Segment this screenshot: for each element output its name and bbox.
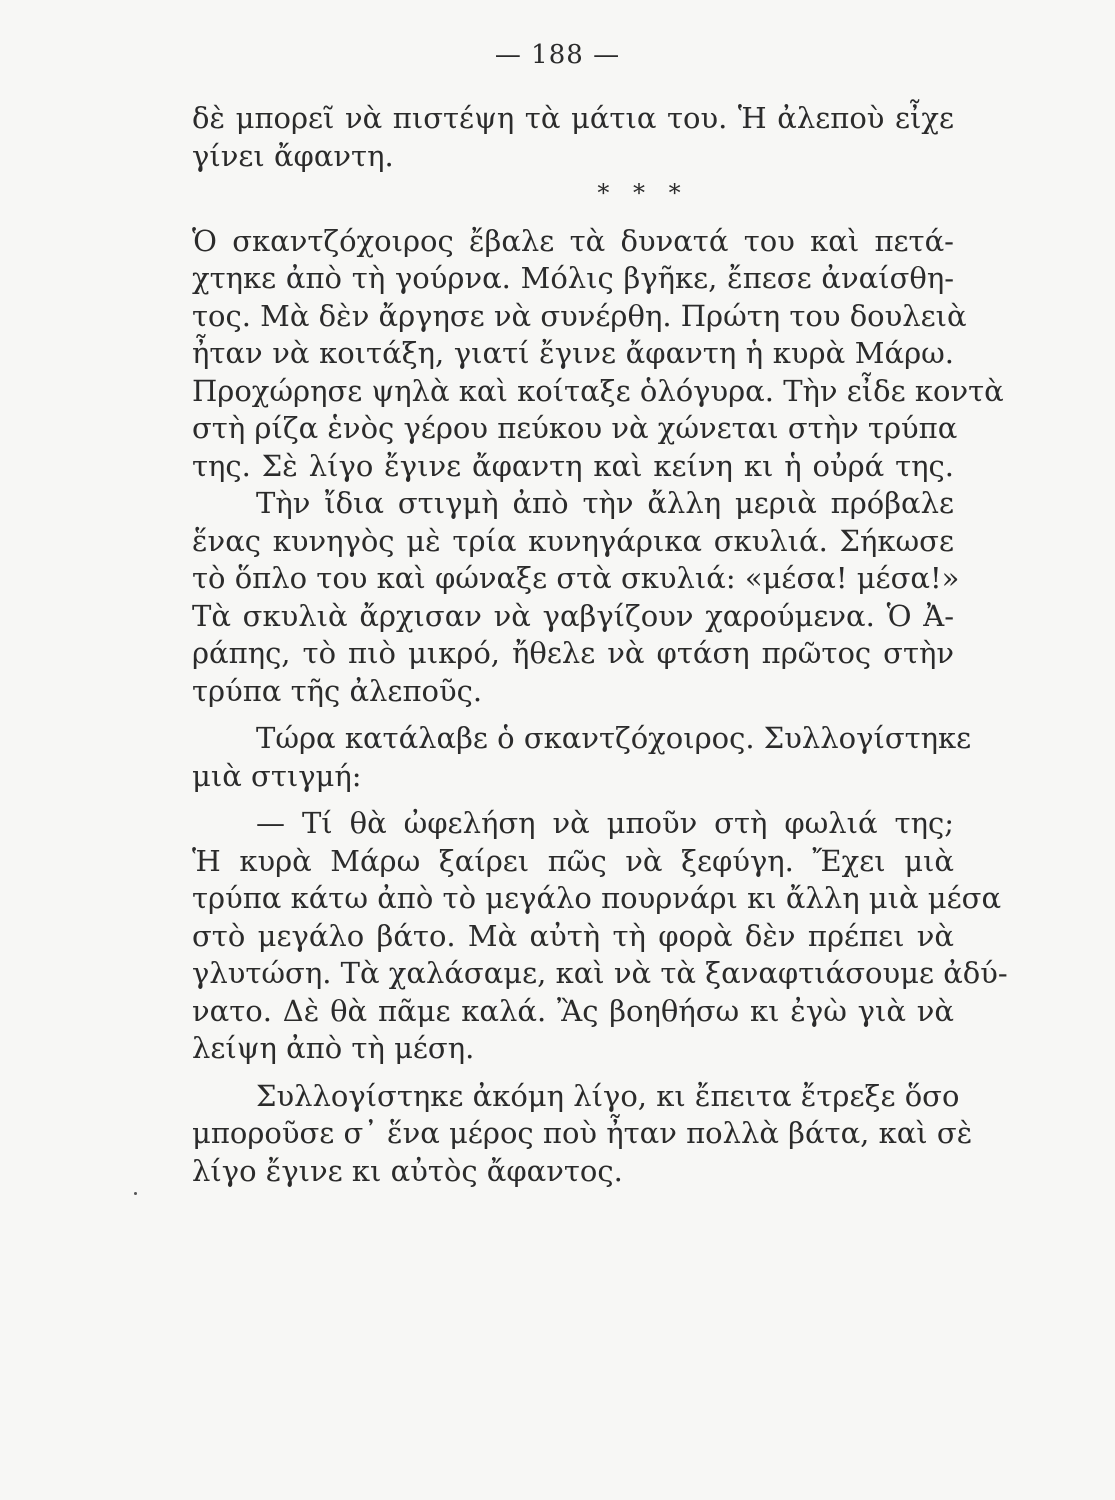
text-line: νατο. Δὲ θὰ πᾶμε καλά. Ἂς βοηθήσω κι ἐγὼ γιὰ νὰ [192, 993, 954, 1028]
text-line: δὲ μπορεῖ νὰ πιστέψη τὰ μάτια του. Ἡ ἀλεποὺ εἶχε [192, 101, 954, 135]
text-line: ἕνας κυνηγὸς μὲ τρία κυνηγάρικα σκυλιά. Σήκωσε [192, 523, 954, 558]
text-line: Ἡ κυρὰ Μάρω ξαίρει πῶς νὰ ξεφύγη. Ἔχει μιὰ [192, 843, 954, 878]
text-line: ράπης, τὸ πιὸ μικρό, ἤθελε νὰ φτάση πρῶτος στὴν [192, 636, 954, 670]
body-text [192, 100, 1008, 1190]
paragraph [192, 720, 972, 795]
margin-speck [134, 1192, 137, 1195]
paragraph [192, 485, 960, 710]
paragraph [192, 100, 954, 175]
paragraph [192, 805, 1008, 1068]
text-line: λείψη ἀπὸ τὴ μέση. [192, 1031, 475, 1065]
text-line: Ὁ σκαντζόχοιρος ἔβαλε τὰ δυνατά του καὶ πετά- [192, 223, 954, 258]
text-line: γίνει ἄφαντη. [192, 138, 394, 173]
text-line: της. Σὲ λίγο ἔγινε ἄφαντη καὶ κείνη κι ἡ οὐρά της. [192, 448, 954, 483]
paragraph [192, 1078, 973, 1191]
text-line: στὴ ρίζα ἑνὸς γέρου πεύκου νὰ χώνεται στὴν τρύπα [192, 411, 958, 445]
text-line: μιὰ στιγμή: [192, 758, 362, 793]
text-line: Τώρα κατάλαβε ὁ σκαντζόχοιρος. Συλλογίστηκε [256, 721, 972, 755]
text-line: στὸ μεγάλο βάτο. Μὰ αὐτὴ τὴ φορὰ δὲν πρέπει νὰ [192, 918, 954, 953]
text-line: τὸ ὅπλο του καὶ φώναξε στὰ σκυλιά: «μέσα! μέσα!» [192, 561, 960, 595]
paragraph [192, 223, 1004, 486]
section-separator: * * * [597, 179, 689, 207]
text-line: Προχώρησε ψηλὰ καὶ κοίταξε ὁλόγυρα. Τὴν εἶδε κοντὰ [192, 373, 1004, 408]
text-line: — Τί θὰ ὠφελήση νὰ μποῦν στὴ φωλιά της; [256, 806, 954, 840]
text-line: τρύπα κάτω ἀπὸ τὸ μεγάλο πουρνάρι κι ἄλλη μιὰ μέσα [192, 881, 1002, 915]
text-line: λίγο ἔγινε κι αὐτὸς ἄφαντος. [192, 1153, 623, 1188]
text-line: μποροῦσε σ᾽ ἕνα μέρος ποὺ ἦταν πολλὰ βάτα, καὶ σὲ [192, 1116, 973, 1150]
text-line: ἦταν νὰ κοιτάξη, γιατί ἔγινε ἄφαντη ἡ κυρὰ Μάρω. [192, 336, 954, 370]
text-line: Τὴν ἴδια στιγμὴ ἀπὸ τὴν ἄλλη μεριὰ πρόβαλε [256, 486, 954, 520]
text-line: Συλλογίστηκε ἀκόμη λίγο, κι ἔπειτα ἔτρεξε ὅσο [256, 1078, 960, 1113]
page-number: — 188 — [494, 40, 621, 70]
text-line: γλυτώση. Τὰ χαλάσαμε, καὶ νὰ τὰ ξαναφτιάσουμε ἀδύ- [192, 956, 1008, 990]
text-line: Τὰ σκυλιὰ ἄρχισαν νὰ γαβγίζουν χαρούμενα. Ὁ Ἀ- [192, 598, 954, 633]
text-line: τος. Μὰ δὲν ἄργησε νὰ συνέρθη. Πρώτη του δουλειὰ [192, 298, 967, 333]
text-line: χτηκε ἀπὸ τὴ γούρνα. Μόλις βγῆκε, ἔπεσε ἀναίσθη- [192, 261, 954, 295]
text-line: τρύπα τῆς ἀλεποῦς. [192, 673, 483, 708]
